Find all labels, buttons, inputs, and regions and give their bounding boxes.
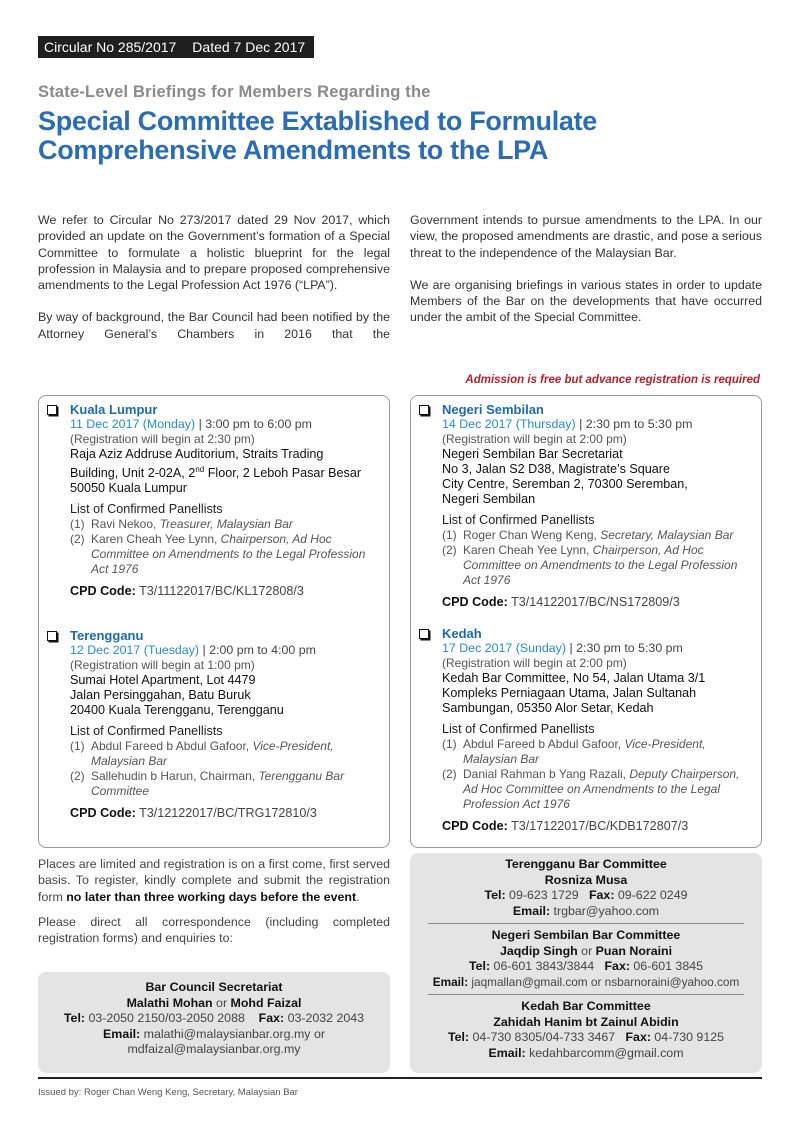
venue-kedah: Kedah 17 Dec 2017 (Sunday) | 2:30 pm to 5:30 pm (Registration will begin at 2:00 pm) Kedah Bar Committee, No 54, Jalan Utama 3/1 Kompleks Perniagaan Utama, Jalan Sultanah Sambungan, 05350 Alor Setar, Kedah List of Confirmed Panellists (1) Abdul Fareed b Abdul Gafoor, Vice-President, Malaysian Bar (2) Danial Rahman b Yang Razali, Deputy Chairperson, Ad Hoc Committee on Amendments to the Legal Profession Act 1976 CPD Code: T3/17122017/BC/KDB172807/3 [411, 626, 761, 834]
cpd-code: CPD Code: T3/12122017/BC/TRG172810/3 [70, 806, 317, 820]
venue-registration-time: (Registration will begin at 2:00 pm) [442, 432, 627, 446]
venue-time: 3:00 pm to 6:00 pm [205, 417, 312, 431]
intro-paragraph-2-part-1: By way of background, the Bar Council had been notified by the Attorney General’s Chambers in 2016 that the [38, 310, 390, 341]
venue-date: 17 Dec 2017 (Sunday) [442, 641, 566, 655]
contact-kedah: Kedah Bar Committee Zahidah Hanim bt Zainul Abidin Tel: 04-730 8305/04-733 3467 Fax: 04-730 9125 Email: kedahbarcomm@gmail.com [410, 999, 762, 1061]
venue-city: Terengganu [70, 628, 144, 643]
contact-state-committees [410, 853, 762, 1073]
panellists-list [442, 737, 753, 812]
contact-terengganu: Terengganu Bar Committee Rosniza Musa Tel: 09-623 1729 Fax: 09-622 0249 Email: trgbar@yahoo.com [410, 857, 762, 919]
intro-left-column [38, 212, 390, 358]
circular-header-bar [38, 36, 314, 58]
page-title: Special Committee Extablished to Formulate Comprehensive Amendments to the LPA [38, 106, 598, 165]
contact-email-2[interactable]: mdfaizal@malaysianbar.org.my [127, 1042, 301, 1056]
footer-rule [38, 1077, 762, 1079]
venue-box-left [38, 395, 390, 848]
panellists-list [70, 517, 381, 577]
panellists-heading: List of Confirmed Panellists [70, 724, 223, 738]
venue-city: Kedah [442, 626, 482, 641]
issued-by: Issued by: Roger Chan Weng Keng, Secretary, Malaysian Bar [38, 1087, 298, 1098]
venue-address-line: Kedah Bar Committee, No 54, Jalan Utama 3/1 [442, 671, 706, 685]
venue-address-line: Jalan Persinggahan, Batu Buruk [70, 688, 251, 702]
circular-number: Circular No 285/2017 [44, 39, 177, 55]
checkbox-icon[interactable] [419, 629, 429, 639]
panellists-heading: List of Confirmed Panellists [442, 513, 595, 527]
panellist-item: (1) Abdul Fareed b Abdul Gafoor, Vice-President, Malaysian Bar [70, 739, 334, 768]
venue-time: 2:00 pm to 4:00 pm [209, 643, 316, 657]
divider [428, 994, 744, 995]
venue-time: 2:30 pm to 5:30 pm [585, 417, 693, 431]
panellist-item: (2) Karen Cheah Yee Lynn, Chairperson, Ad Hoc Committee on Amendments to the Legal Profession Act 1976 [70, 532, 366, 577]
registration-instructions [38, 856, 390, 955]
registration-paragraph: Places are limited and registration is on a first come, first served basis. To register, kindly complete and submit the registration form no later than three working days before the event. [38, 857, 390, 904]
intro-paragraph-3: We are organising briefings in various states in order to update Members of the Bar on the developments that have occurred under the ambit of the Special Committee. [410, 277, 762, 325]
venue-registration-time: (Registration will begin at 1:00 pm) [70, 658, 255, 672]
venue-city: Negeri Sembilan [442, 402, 544, 417]
venue-address-line: 20400 Kuala Terengganu, Terengganu [70, 703, 284, 717]
contact-bar-council: Bar Council Secretariat Malathi Mohan or Mohd Faizal Tel: 03-2050 2150/03-2050 2088 Fax: 03-2032 2043 Email: malathi@malaysianbar.org.my or mdfaizal@malaysianbar.org.my [38, 972, 390, 1073]
venue-date: 12 Dec 2017 (Tuesday) [70, 643, 200, 657]
panellists-heading: List of Confirmed Panellists [442, 722, 595, 736]
divider [428, 923, 744, 924]
panellist-item: (1) Ravi Nekoo, Treasurer, Malaysian Bar [70, 517, 293, 532]
venue-address-line: Negeri Sembilan [442, 492, 536, 506]
checkbox-icon[interactable] [47, 405, 57, 415]
venue-time: 2:30 pm to 5:30 pm [576, 641, 683, 655]
contact-email[interactable]: Email: trgbar@yahoo.com [512, 903, 660, 918]
contact-negeri-sembilan: Negeri Sembilan Bar Committee Jaqdip Singh or Puan Noraini Tel: 06-601 3843/3844 Fax: 06-601 3845 Email: jaqmallan@gmail.com or nsbarnoraini@yahoo.com [410, 928, 762, 990]
contact-email[interactable]: Email: malathi@malaysianbar.org.my or [103, 1026, 325, 1041]
venue-kuala-lumpur: Kuala Lumpur 11 Dec 2017 (Monday) | 3:00 pm to 6:00 pm (Registration will begin at 2:30 pm) Raja Aziz Addruse Auditorium, Straits Trading Building, Unit 2-02A, 2nd Floor, 2 Leboh Pasar Besar 50050 Kuala Lumpur List of Confirmed Panellists (1) Ravi Nekoo, Treasurer, Malaysian Bar (2) Karen Cheah Yee Lynn, Chairperson, Ad Hoc Committee on Amendments to the Legal Profession Act 1976 CPD Code: T3/11122017/BC/KL172808/3 [39, 402, 389, 599]
venue-address-line: Sumai Hotel Apartment, Lot 4479 [70, 673, 256, 687]
venue-terengganu: Terengganu 12 Dec 2017 (Tuesday) | 2:00 pm to 4:00 pm (Registration will begin at 1:00 pm) Sumai Hotel Apartment, Lot 4479 Jalan Persinggahan, Batu Buruk 20400 Kuala Terengganu, Terengganu List of Confirmed Panellists (1) Abdul Fareed b Abdul Gafoor, Vice-President, Malaysian Bar (2) Sallehudin b Harun, Chairman, Terengganu Bar Committee CPD Code: T3/12122017/BC/TRG172810/3 [39, 628, 389, 821]
venue-city: Kuala Lumpur [70, 402, 158, 417]
contact-phone: Tel: 06-601 3843/3844 Fax: 06-601 3845 [469, 959, 703, 973]
admission-notice: Admission is free but advance registration is required [465, 374, 760, 386]
panellist-item: (2) Karen Cheah Yee Lynn, Chairperson, Ad Hoc Committee on Amendments to the Legal Profession Act 1976 [442, 543, 738, 587]
page-kicker: State-Level Briefings for Members Regarding the [38, 83, 431, 101]
intro-paragraph-1: We refer to Circular No 273/2017 dated 29 Nov 2017, which provided an update on the Government’s formation of a Special Committee to formulate a holistic blueprint for the legal profession in Malaysia and to prepare proposed comprehensive amendments to the Legal Profession Act 1976 (“LPA”). [38, 213, 390, 293]
venue-address-line: Building, Unit 2-02A, 2nd Floor, 2 Leboh Pasar Besar [70, 465, 362, 481]
panellists-list [70, 739, 381, 799]
correspondence-paragraph: Please direct all correspondence (including completed registration forms) and enquiries to: [38, 914, 390, 946]
panellist-item: (2) Sallehudin b Harun, Chairman, Terengganu Bar Committee [70, 769, 345, 798]
intro-right-column [410, 212, 762, 342]
venue-registration-time: (Registration will begin at 2:30 pm) [70, 432, 255, 446]
checkbox-icon[interactable] [47, 631, 57, 641]
venue-date: 11 Dec 2017 (Monday) [70, 417, 196, 431]
venue-box-right [410, 395, 762, 848]
venue-address-line: City Centre, Seremban 2, 70300 Seremban, [442, 477, 688, 491]
cpd-code: CPD Code: T3/17122017/BC/KDB172807/3 [442, 819, 689, 833]
cpd-code: CPD Code: T3/14122017/BC/NS172809/3 [442, 595, 680, 609]
panellist-item: (2) Danial Rahman b Yang Razali, Deputy Chairperson, Ad Hoc Committee on Amendments to the Legal Profession Act 1976 [442, 767, 740, 811]
venue-address-line: Kompleks Perniagaan Utama, Jalan Sultanah [442, 686, 697, 700]
panellists-heading: List of Confirmed Panellists [70, 502, 223, 517]
contact-phone: Tel: 09-623 1729 Fax: 09-622 0249 [484, 888, 688, 902]
panellist-item: (1) Abdul Fareed b Abdul Gafoor, Vice-President, Malaysian Bar [442, 737, 706, 766]
panellists-list [442, 528, 753, 588]
venue-address-line: 50050 Kuala Lumpur [70, 481, 187, 496]
cpd-code: CPD Code: T3/11122017/BC/KL172808/3 [70, 584, 304, 599]
venue-address-line: Negeri Sembilan Bar Secretariat [442, 447, 623, 461]
venue-negeri-sembilan: Negeri Sembilan 14 Dec 2017 (Thursday) | 2:30 pm to 5:30 pm (Registration will begin at 2:00 pm) Negeri Sembilan Bar Secretariat No 3, Jalan S2 D38, Magistrate’s Square City Centre, Seremban 2, 70300 Seremban, Negeri Sembilan List of Confirmed Panellists (1) Roger Chan Weng Keng, Secretary, Malaysian Bar (2) Karen Cheah Yee Lynn, Chairperson, Ad Hoc Committee on Amendments to the Legal Profession Act 1976 CPD Code: T3/14122017/BC/NS172809/3 [411, 402, 761, 610]
circular-date: Dated 7 Dec 2017 [192, 39, 306, 55]
panellist-item: (1) Roger Chan Weng Keng, Secretary, Malaysian Bar [442, 528, 734, 542]
contact-email[interactable]: Email: kedahbarcomm@gmail.com [488, 1045, 684, 1060]
venue-registration-time: (Registration will begin at 2:00 pm) [442, 656, 627, 670]
contact-org: Bar Council Secretariat [145, 980, 283, 994]
venue-address-line: Raja Aziz Addruse Auditorium, Straits Trading [70, 447, 324, 461]
venue-address-line: Sambungan, 05350 Alor Setar, Kedah [442, 701, 654, 715]
intro-paragraph-2-part-2: Government intends to pursue amendments to the LPA. In our view, the proposed amendments are drastic, and pose a serious threat to the independence of the Malaysian Bar. [410, 213, 762, 260]
checkbox-icon[interactable] [419, 405, 429, 415]
contact-phone: Tel: 03-2050 2150/03-2050 2088 Fax: 03-2032 2043 [63, 1011, 365, 1025]
contact-email[interactable]: Email: jaqmallan@gmail.com or nsbarnoraini@yahoo.com [432, 974, 740, 989]
venue-address-line: No 3, Jalan S2 D38, Magistrate’s Square [442, 462, 670, 476]
venue-date: 14 Dec 2017 (Thursday) [442, 417, 576, 431]
contact-phone: Tel: 04-730 8305/04-733 3467 Fax: 04-730 9125 [447, 1030, 724, 1044]
